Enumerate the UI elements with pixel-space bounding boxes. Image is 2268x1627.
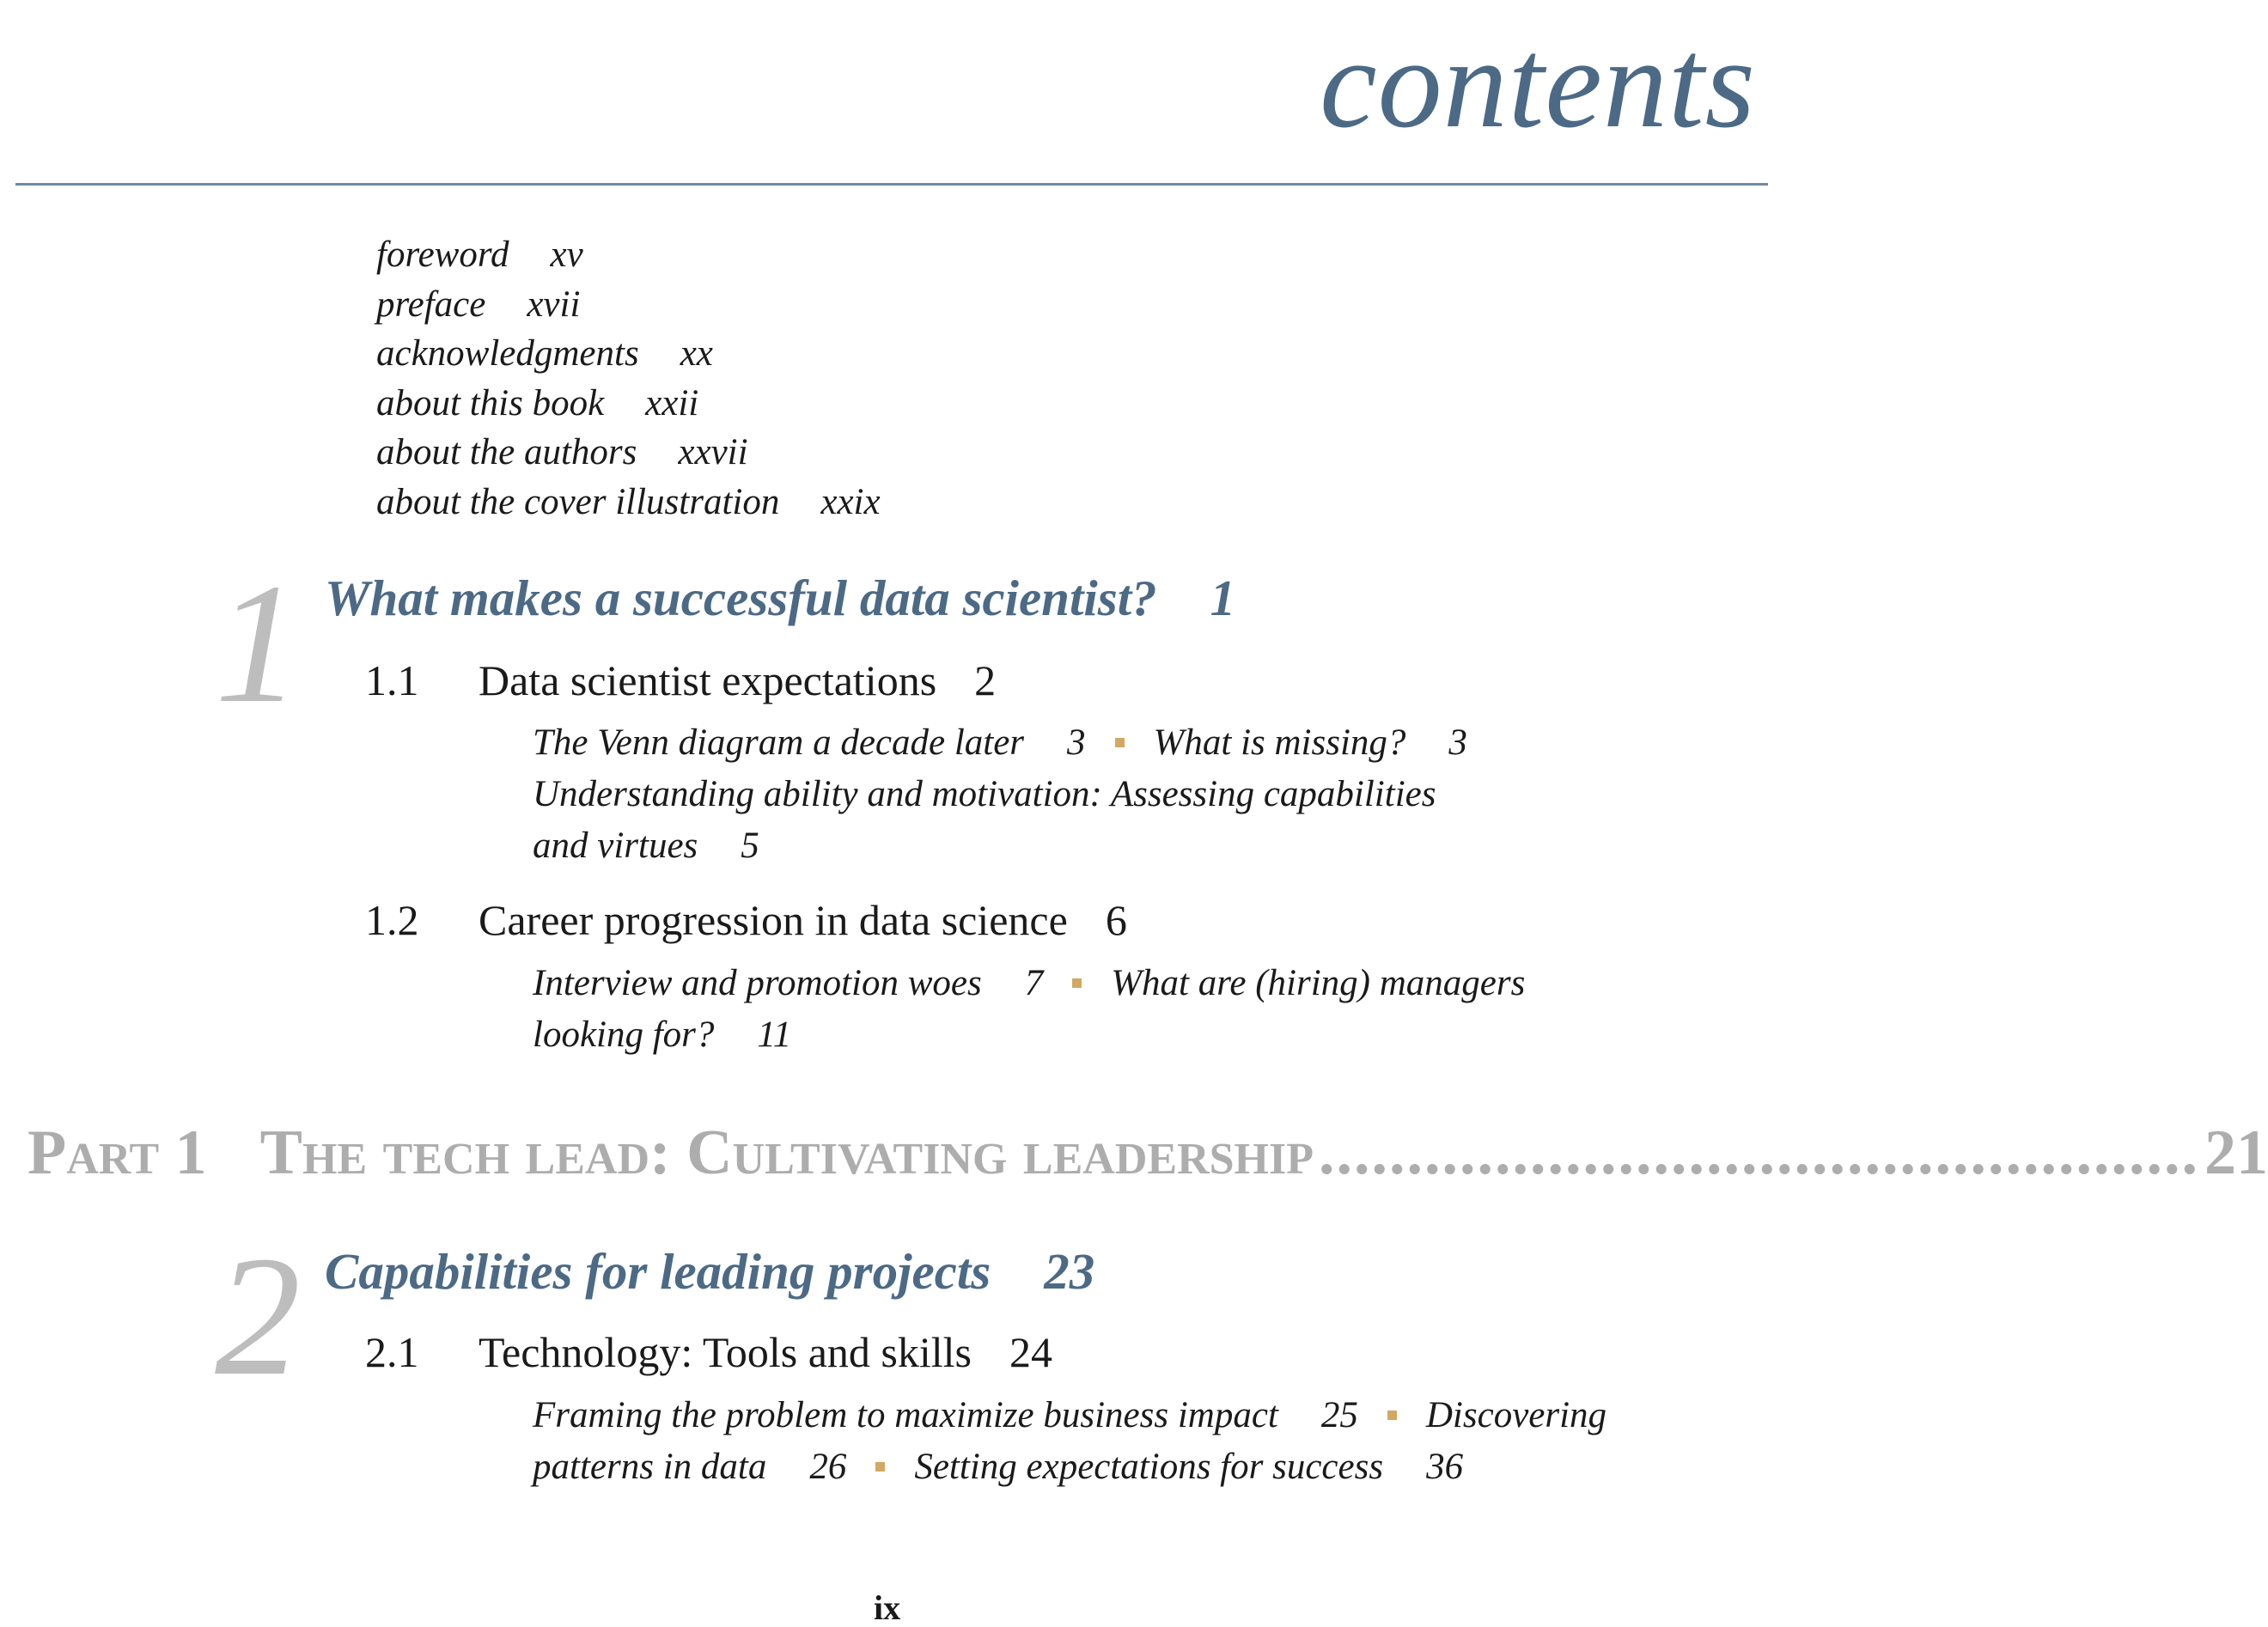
entry-label: foreword	[376, 235, 509, 275]
separator-bullet	[1387, 1411, 1397, 1420]
subsection-title: The Venn diagram a decade later	[533, 722, 1025, 763]
part-1-heading[interactable]	[27, 1118, 2268, 1188]
entry-label: about this book	[376, 382, 605, 424]
subsection-page: 26	[809, 1447, 847, 1487]
entry-label: preface	[376, 283, 486, 325]
front-matter-list	[376, 230, 881, 527]
page-folio: ix	[874, 1588, 901, 1627]
subsection-page: 3	[1448, 722, 1467, 763]
subsection-title-line2: patterns in data	[533, 1447, 767, 1487]
subsection-title: Setting expectations for success	[914, 1447, 1384, 1487]
chapter-2-title[interactable]	[325, 1243, 1095, 1300]
subsection-page: 7	[1024, 963, 1044, 1003]
subsection-interview-woes[interactable]	[533, 963, 1043, 1003]
toc-entry-foreword[interactable]	[376, 230, 881, 280]
subsection-title-line1: Discovering	[1425, 1395, 1607, 1435]
subsection-title: Framing the problem to maximize business impact	[533, 1395, 1278, 1435]
toc-entry-acknowledgments[interactable]	[376, 329, 881, 379]
section-number: 1.1	[365, 656, 419, 704]
section-page: 6	[1105, 896, 1127, 944]
entry-page: xxvii	[678, 432, 748, 472]
subsection-line	[533, 717, 1467, 769]
chapter-page: 23	[1044, 1243, 1095, 1300]
subsection-page: 3	[1067, 722, 1086, 763]
subsection-framing-problem[interactable]	[533, 1395, 1358, 1435]
entry-page: xvii	[527, 283, 581, 325]
subsection-title: What is missing?	[1153, 722, 1406, 763]
subsection-page: 5	[741, 826, 759, 866]
toc-entry-preface[interactable]	[376, 280, 881, 330]
leader-dots: ..................................................	[1319, 1118, 2200, 1188]
toc-entry-about-the-cover[interactable]	[376, 478, 881, 527]
entry-page: xv	[550, 235, 583, 275]
section-1-2[interactable]	[365, 896, 1127, 944]
subsection-page: 36	[1426, 1447, 1464, 1487]
subsection-line	[533, 1441, 1606, 1493]
subsection-title-line2: and virtues	[533, 826, 698, 866]
section-title: Data scientist expectations	[479, 656, 937, 704]
section-2-1-subsections	[533, 1390, 1606, 1493]
subsection-line	[533, 1009, 1525, 1061]
subsection-setting-expectations[interactable]	[914, 1447, 1463, 1487]
section-number: 2.1	[365, 1328, 419, 1376]
section-page: 24	[1009, 1328, 1052, 1376]
entry-page: xx	[680, 333, 713, 374]
subsection-line	[533, 958, 1525, 1009]
separator-bullet	[875, 1462, 885, 1472]
section-title: Technology: Tools and skills	[479, 1328, 972, 1376]
entry-label: about the cover illustration	[376, 481, 780, 522]
subsection-discovering-patterns[interactable]	[1426, 1395, 1606, 1435]
toc-entry-about-the-authors[interactable]	[376, 428, 881, 478]
section-1-1-subsections	[533, 717, 1467, 872]
subsection-discovering-patterns-cont[interactable]	[533, 1447, 846, 1487]
entry-label: acknowledgments	[376, 333, 639, 374]
separator-bullet	[1115, 738, 1125, 747]
part-label: Part 1	[27, 1118, 207, 1188]
chapter-1-number: 1	[215, 549, 301, 739]
subsection-venn-diagram[interactable]	[533, 722, 1086, 763]
section-2-1[interactable]	[365, 1328, 1052, 1376]
chapter-page: 1	[1210, 570, 1236, 626]
subsection-what-is-missing[interactable]	[1154, 722, 1467, 763]
subsection-line	[533, 1390, 1606, 1441]
subsection-hiring-managers[interactable]	[1111, 963, 1525, 1003]
section-1-1[interactable]	[365, 656, 997, 704]
entry-page: xxix	[820, 481, 881, 522]
section-title: Career progression in data science	[479, 896, 1068, 944]
section-number: 1.2	[365, 896, 419, 944]
section-page: 2	[974, 656, 997, 704]
subsection-title-line2: looking for?	[533, 1015, 715, 1055]
subsection-title-line1: Understanding ability and motivation: Assessing capabilities	[533, 774, 1436, 814]
toc-entry-about-this-book[interactable]	[376, 379, 881, 429]
subsection-title-line1: What are (hiring) managers	[1111, 963, 1526, 1003]
subsection-line	[533, 820, 1467, 872]
part-title: The tech lead: Cultivating leadership	[259, 1118, 1314, 1188]
subsection-page: 25	[1320, 1395, 1358, 1435]
entry-label: about the authors	[376, 432, 637, 472]
title-rule	[15, 183, 1768, 186]
subsection-understanding-ability[interactable]	[533, 769, 1467, 820]
chapter-1-title[interactable]	[325, 570, 1236, 626]
subsection-page: 11	[757, 1015, 792, 1055]
part-page: 21	[2204, 1118, 2268, 1188]
chapter-2-number: 2	[215, 1222, 301, 1411]
subsection-title: Interview and promotion woes	[533, 963, 982, 1003]
section-1-2-subsections	[533, 958, 1525, 1061]
chapter-title-text: What makes a successful data scientist?	[325, 570, 1157, 626]
chapter-title-text: Capabilities for leading projects	[325, 1243, 991, 1300]
separator-bullet	[1072, 978, 1082, 988]
page-title: contents	[1320, 12, 1756, 155]
entry-page: xxii	[645, 382, 699, 424]
